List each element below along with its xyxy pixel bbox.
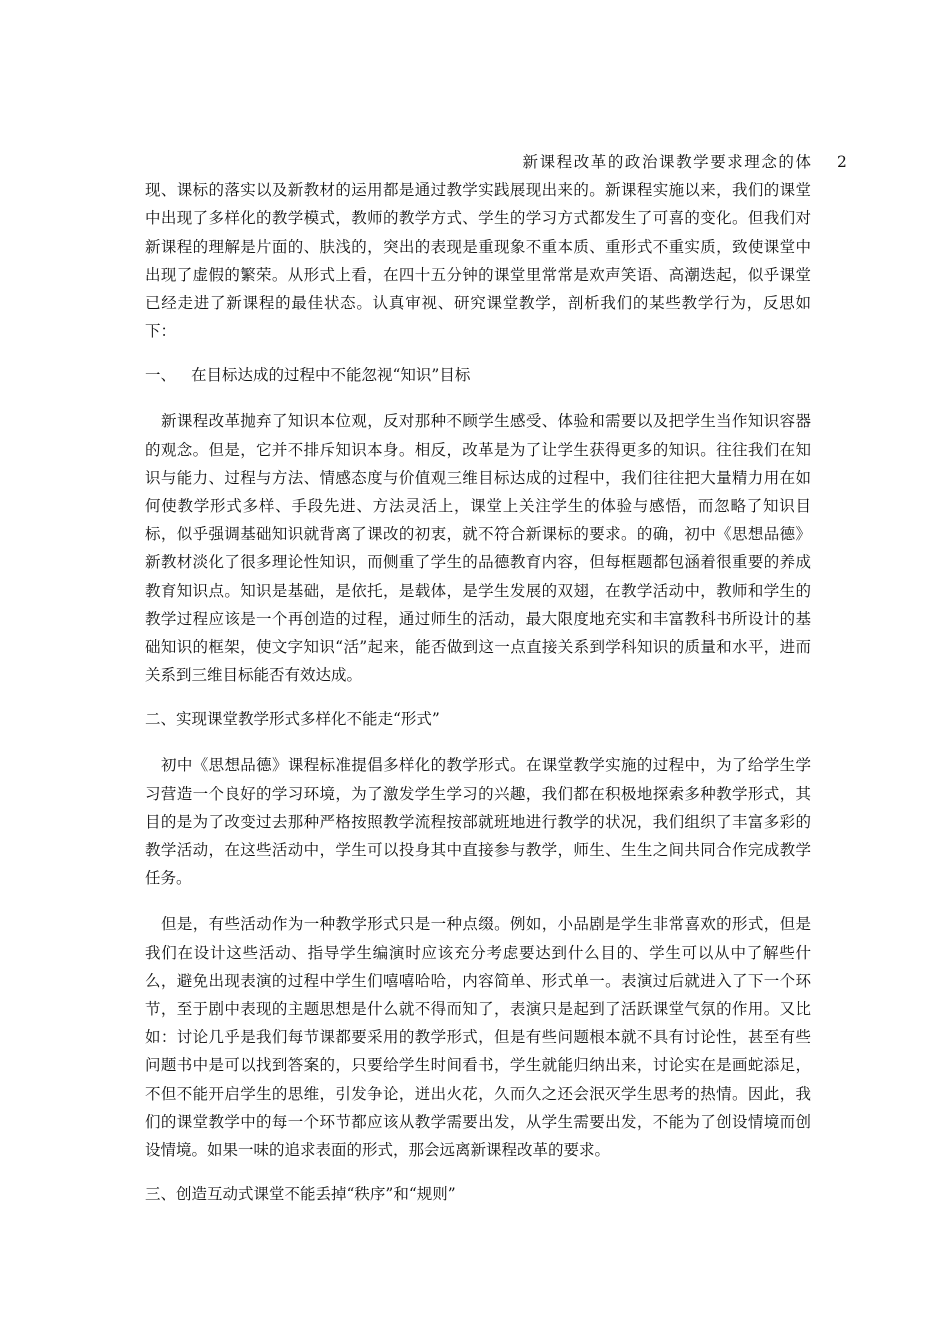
section-2-body-2: 但是，有些活动作为一种教学形式只是一种点缀。例如，小品剧是学生非常喜欢的形式，但是我们在设计这些活动、指导学生编演时应该充分考虑要达到什么目的、学生可以从中了解些什么，避免出现表演的过程中学生们嘻嘻哈哈，内容简单、形式单一。表演过后就进入了下一个环节，至于剧中表现的主题思想是什么就不得而知了，表演只是起到了活跃课堂气氛的作用。又比如：讨论几乎是我们每节课都要采用的教学形式，但是有些问题根本就不具有讨论性，甚至有些问题书中是可以找到答案的，只要给学生时间看书，学生就能归纳出来，讨论实在是画蛇添足，不但不能开启学生的思维，引发争论，迸出火花，久而久之还会泯灭学生思考的热情。因此，我们的课堂教学中的每一个环节都应该从教学需要出发，从学生需要出发，不能为了创设情境而创设情境。如果一味的追求表面的形式，那会远离新课程改革的要求。 xyxy=(145,915,811,1160)
section-2-heading: 二、实现课堂教学形式多样化不能走“形式” xyxy=(145,710,440,729)
section-1-marker: 一、 xyxy=(145,366,177,385)
section-1-body: 新课程改革抛弃了知识本位观，反对那种不顾学生感受、体验和需要以及把学生当作知识容器的观念。但是，它并不排斥知识本身。相反，改革是为了让学生获得更多的知识。往往我们在知识与能力、过程与方法、情感态度与价值观三维目标达成的过程中，我们往往把大量精力用在如何使教学形式多样、手段先进、方法灵活上，课堂上关注学生的体验与感悟，而忽略了知识目标，似乎强调基础知识就背离了课改的初衷，就不符合新课标的要求。的确，初中《思想品德》新教材淡化了很多理论性知识，而侧重了学生的品德教育内容，但每框题都包涵着很重要的养成教育知识点。知识是基础，是依托，是载体，是学生发展的双翅，在教学活动中，教师和学生的教学过程应该是一个再创造的过程，通过师生的活动，最大限度地充实和丰富教科书所设计的基础知识的框架，使文字知识“活”起来，能否做到这一点直接关系到学科知识的质量和水平，进而关系到三维目标能否有效达成。 xyxy=(145,412,811,685)
section-1-heading xyxy=(145,361,811,389)
intro-text: 新课程改革的政治课教学要求理念的体现、课标的落实以及新教材的运用都是通过教学实践展现出来的。新课程实施以来，我们的课堂中出现了多样化的教学模式，教师的教学方式、学生的学习方式都发生了可喜的变化。但我们对新课程的理解是片面的、肤浅的，突出的表现是重现象不重本质、重形式不重实质，致使课堂中出现了虚假的繁荣。从形式上看，在四十五分钟的课堂里常常是欢声笑语、高潮迭起，似乎课堂已经走进了新课程的最佳状态。认真审视、研究课堂教学，剖析我们的某些教学行为，反思如下： xyxy=(145,153,811,341)
section-2-body-1: 初中《思想品德》课程标准提倡多样化的教学形式。在课堂教学实施的过程中，为了给学生学习营造一个良好的学习环境，为了激发学生学习的兴趣，我们都在积极地探索多种教学形式，其目的是为了改变过去那种严格按照教学流程按部就班地进行教学的状况，我们组织了丰富多彩的教学活动，在这些活动中，学生可以投身其中直接参与教学，师生、生生之间共同合作完成教学任务。 xyxy=(145,756,811,888)
section-3-heading: 三、创造互动式课堂不能丢掉“秩序”和“规则” xyxy=(145,1185,456,1204)
document-page xyxy=(145,148,847,1208)
paragraph-number: 2 xyxy=(837,153,847,171)
section-1-title: 在目标达成的过程中不能忽视“知识”目标 xyxy=(191,366,471,385)
intro-paragraph xyxy=(145,148,847,345)
